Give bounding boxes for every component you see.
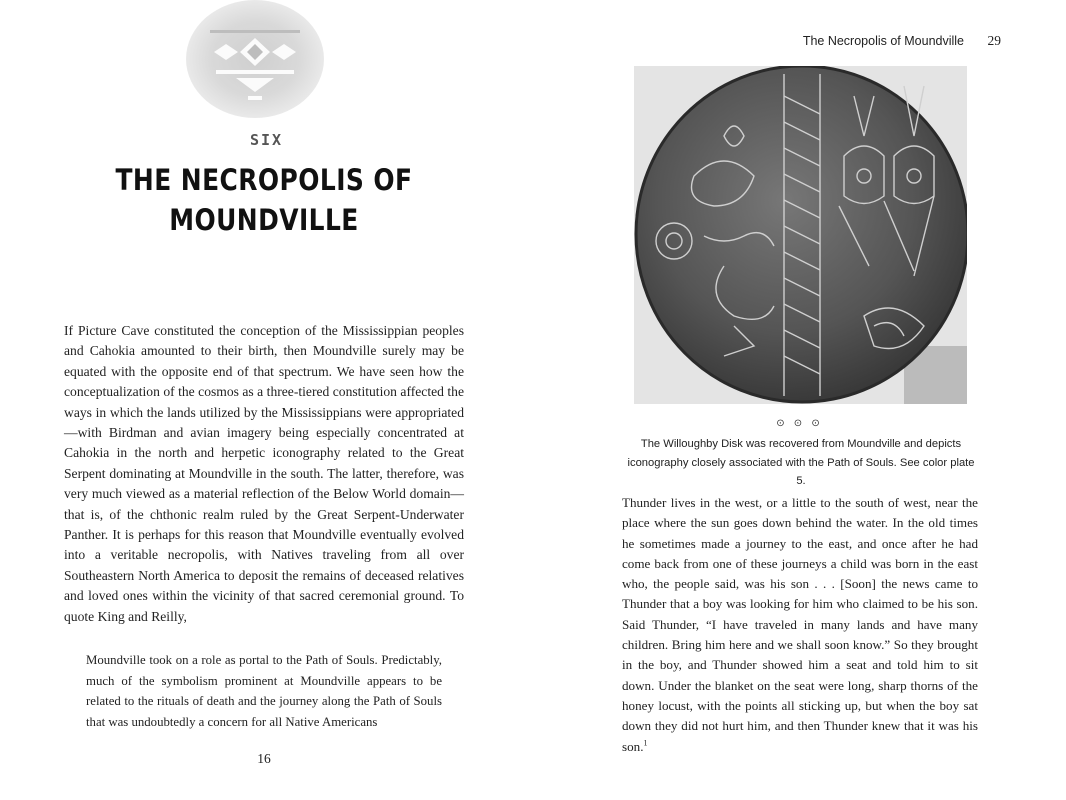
chapter-title-line-1: THE NECROPOLIS OF bbox=[115, 163, 413, 197]
extract-paragraph bbox=[622, 493, 978, 757]
running-head bbox=[803, 33, 1001, 49]
block-quote: Moundville took on a role as portal to the Path of Souls. Predictably, much of the symbolism prominent at Moundville appears to be related to the rituals of death and the journey along the Path of Souls that was undoubtedly a concern for all Native Americans bbox=[86, 653, 442, 729]
running-head-title: The Necropolis of Moundville bbox=[802, 34, 965, 48]
right-page bbox=[533, 0, 1066, 800]
engraved-disk-image bbox=[634, 66, 967, 404]
extract-text: Thunder lives in the west, or a little to the south of west, near the place where the sun goes down behind the water. In the old times he sometimes made a journey to the east, and once after he had come back from one of these journeys a child was born in the east who, the people said, was his son . . . [Soon] the news came to Thunder that a boy was looking for him who claimed to be his son. Said Thunder, “I have traveled in many lands and have many children. Bring him here and we shall soon know.” So they brought in the boy, and Thunder showed him a seat and told him to sit down. Under the blanket on the seat were long, sharp thorns of the honey locust, with the points all sticking up, but when the boy sat down they did not hurt him, and then Thunder knew that it was his son. bbox=[622, 495, 978, 754]
page-number-left: 16 bbox=[257, 751, 271, 766]
chapter-title bbox=[37, 160, 491, 240]
footnote-marker[interactable]: 1 bbox=[643, 738, 648, 748]
willoughby-disk-photo bbox=[634, 66, 967, 404]
chapter-title-line-2: MOUNDVILLE bbox=[169, 203, 359, 237]
figure-caption: The Willoughby Disk was recovered from Moundville and depicts iconography closely associated with the Path of Souls. See color plate 5. bbox=[627, 438, 975, 488]
body-paragraph: If Picture Cave constituted the conception of the Mississippian peoples and Cahokia amounted to their birth, then Moundville surely may be equated with the opposite end of that spectrum. We have seen how the conceptualization of the cosmos as a three-tiered constitution affected the ways in which the lands utilized by the Mississippians were appropriated—with Birdman and avian imagery being especially concentrated at Cahokia in the north and herpetic iconography related to the Great Serpent dominating at Moundville in the south. The latter, therefore, was very much viewed as a material reflection of the Below World domain—that is, of the chthonic realm ruled by the Great Serpent-Underwater Panther. It is perhaps for this reason that Moundville eventually evolved into a veritable necropolis, with Natives traveling from all over Southeastern North America to deposit the remains of deceased relatives and loved ones within the vicinity of that sacred ceremonial ground. To quote King and Reilly, bbox=[64, 323, 464, 624]
geometric-pattern-icon bbox=[186, 0, 324, 118]
chapter-number: SIX bbox=[249, 131, 284, 149]
page-number-right: 29 bbox=[987, 33, 1001, 48]
caption-ornament: ⊙ ⊙ ⊙ bbox=[776, 418, 823, 429]
chapter-ornament-image bbox=[186, 0, 324, 118]
